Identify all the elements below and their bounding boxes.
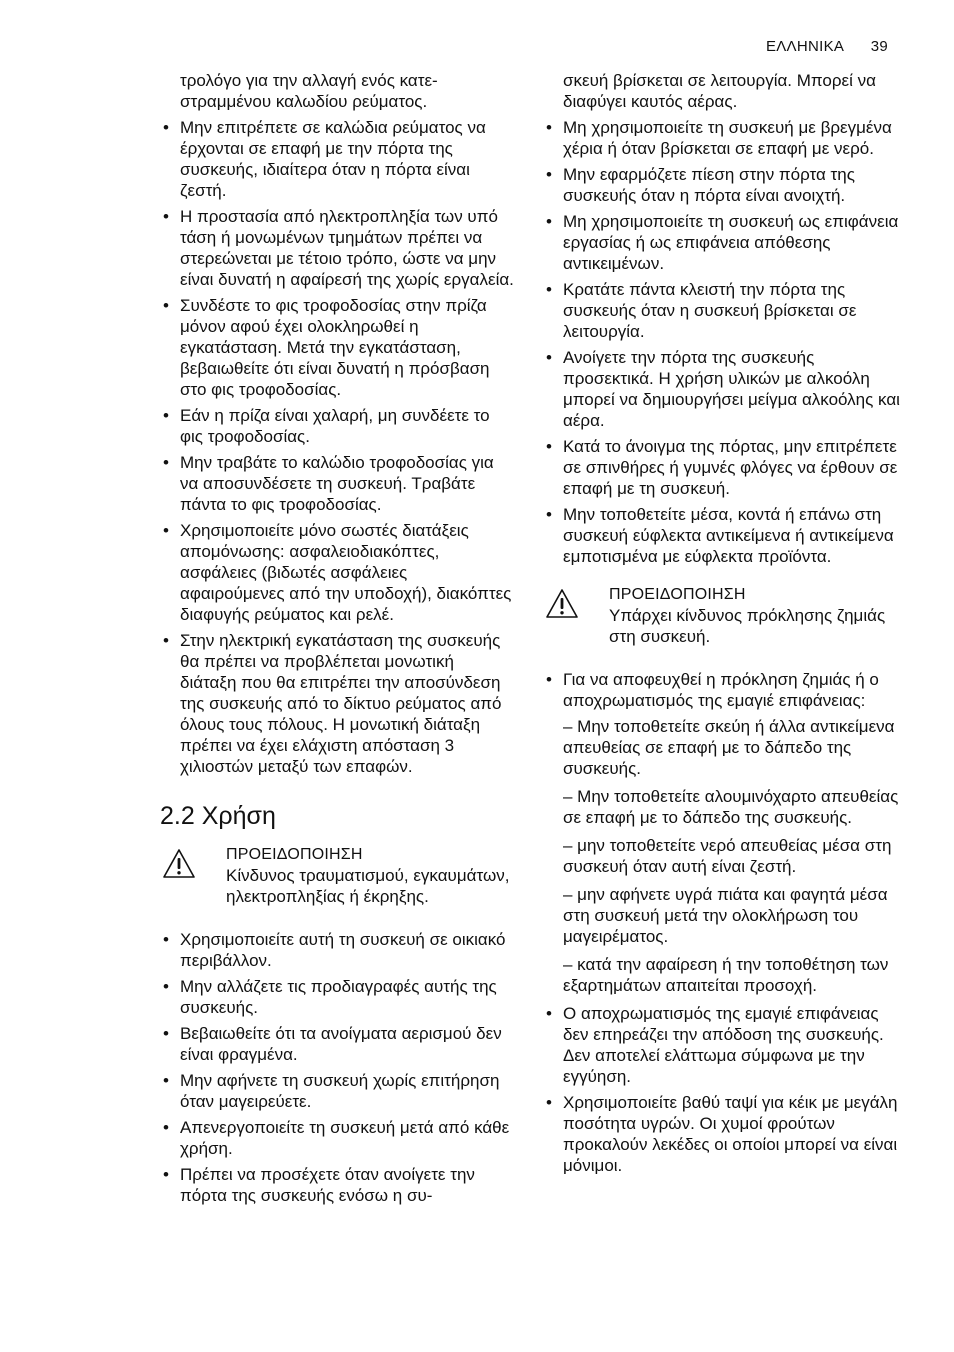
warning-title: ΠΡΟΕΙΔΟΠΟΙΗΣΗ [609,586,746,603]
section-title: Χρήση [201,802,276,830]
sub-item: – Μην τοποθετείτε σκεύη ή άλλα αντικείμενα απευθείας σε επαφή με το δάπεδο της συσκευής. [563,717,895,778]
language-label: ΕΛΛΗΝΙΚΑ [765,38,845,55]
section-heading [160,801,515,831]
sub-item: – κατά την αφαίρεση ή την τοποθέτηση των εξαρτημάτων απαιτείται προσοχή. [563,955,889,995]
list-item: • Ανοίγετε την πόρτα της συσκευής προσεκτικά. Η χρήση υλικών με αλκοόλη μπορεί να δημιουργήσει μείγμα αλκοόλης και αέρα. [546,348,900,430]
list-item: • Για να αποφευχθεί η πρόκληση ζημιάς ή ο αποχρωματισμός της εμαγιέ επιφάνειας: [546,670,879,710]
safety-list-door [543,117,903,567]
continued-paragraph: τρολόγο για την αλλαγή ενός κατε-στραμμένου καλωδίου ρεύματος. [180,71,438,111]
section-number: 2.2 [160,802,195,830]
list-item: • Κατά το άνοιγμα της πόρτας, μην επιτρέπετε σε σπινθήρες ή γυμνές φλόγες να έρθουν σε επαφή με τη συσκευή. [546,437,898,498]
right-column [543,70,903,1181]
sub-item: – Μην τοποθετείτε αλουμινόχαρτο απευθείας σε επαφή με το δάπεδο της συσκευής. [563,787,899,827]
list-item: • Πρέπει να προσέχετε όταν ανοίγετε την πόρτα της συσκευής ενόσω η συ- [163,1165,475,1205]
list-item: • Βεβαιωθείτε ότι τα ανοίγματα αερισμού δεν είναι φραγμένα. [163,1024,502,1064]
warning-text: Κίνδυνος τραυματισμού, εγκαυμάτων, ηλεκτροπληξίας ή έκρηξης. [226,866,510,906]
list-item: • Χρησιμοποιείτε βαθύ ταψί για κέικ με μεγάλη ποσότητα υγρών. Οι χυμοί φρούτων προκαλούν λεκέδες οι οποίοι μπορεί να είναι μόνιμοι. [546,1093,898,1175]
list-item: • Μην αφήνετε τη συσκευή χωρίς επιτήρηση όταν μαγειρεύετε. [163,1071,500,1111]
list-item: • Χρησιμοποιείτε μόνο σωστές διατάξεις απομόνωσης: ασφαλειοδιακόπτες, ασφάλειες (βιδωτές ασφάλειες αφαιρούμενες από την υποδοχή), διακόπτες διαφυγής ρεύματος και ρελέ. [163,521,512,624]
list-item: • Συνδέστε το φις τροφοδοσίας στην πρίζα μόνον αφού έχει ολοκληρωθεί η εγκατάσταση. Μετά την εγκατάσταση, βεβαιωθείτε ότι είναι δυνατή η πρόσβαση στο φις τροφοδοσίας. [163,296,490,399]
list-item: • Μην επιτρέπετε σε καλώδια ρεύματος να έρχονται σε επαφή με την πόρτα της συσκευής, ιδιαίτερα όταν η πόρτα είναι ζεστή. [163,118,486,200]
warning-title: ΠΡΟΕΙΔΟΠΟΙΗΣΗ [226,846,363,863]
page-header [766,38,888,55]
list-item: • Εάν η πρίζα είναι χαλαρή, μη συνδέετε το φις τροφοδοσίας. [163,406,490,446]
warning-box [543,585,903,647]
safety-list-enamel [543,669,903,711]
list-item: • Απενεργοποιείτε τη συσκευή μετά από κάθε χρήση. [163,1118,510,1158]
list-item: • Κρατάτε πάντα κλειστή την πόρτα της συσκευής όταν η συσκευή βρίσκεται σε λειτουργία. [546,280,857,341]
left-column [160,70,515,1211]
list-item: • Μη χρησιμοποιείτε τη συσκευή με βρεγμένα χέρια ή όταν βρίσκεται σε επαφή με νερό. [546,118,892,158]
continued-paragraph: σκευή βρίσκεται σε λειτουργία. Μπορεί να διαφύγει καυτός αέρας. [563,71,876,111]
list-item: • Μην αλλάζετε τις προδιαγραφές αυτής της συσκευής. [163,977,497,1017]
warning-triangle-icon [162,848,196,879]
safety-list-electrical [160,117,515,777]
list-item: • Στην ηλεκτρική εγκατάσταση της συσκευής θα πρέπει να προβλέπεται μονωτική διάταξη που θα επιτρέπει την αποσύνδεση της συσκευής από το δίκτυο ρεύματος από όλους τους πόλους. Η μονωτική διάταξη πρέπει να έχει ελάχιστη απόσταση 3 χιλιοστών μεταξύ των επαφών. [163,631,502,776]
safety-list-final [543,1003,903,1176]
warning-box [160,845,515,907]
list-item: • Χρησιμοποιείτε αυτή τη συσκευή σε οικιακό περιβάλλον. [163,930,506,970]
warning-triangle-icon [545,588,579,619]
sub-item: – μην αφήνετε υγρά πιάτα και φαγητά μέσα στη συσκευή μετά την ολοκλήρωση του μαγειρέματος. [563,885,888,946]
list-item: • Μην τοποθετείτε μέσα, κοντά ή επάνω στη συσκευή εύφλεκτα αντικείμενα ή αντικείμενα εμποτισμένα με εύφλεκτα προϊόντα. [546,505,894,566]
sub-item: – μην τοποθετείτε νερό απευθείας μέσα στη συσκευή όταν αυτή είναι ζεστή. [563,836,892,876]
page-number: 39 [870,38,888,55]
warning-text: Υπάρχει κίνδυνος πρόκλησης ζημιάς στη συσκευή. [609,606,886,646]
safety-list-use [160,929,515,1206]
list-item: • Μην τραβάτε το καλώδιο τροφοδοσίας για να αποσυνδέσετε τη συσκευή. Τραβάτε πάντα το φις τροφοδοσίας. [163,453,494,514]
list-item: • Ο αποχρωματισμός της εμαγιέ επιφάνειας δεν επηρεάζει την απόδοση της συσκευής. Δεν αποτελεί ελάττωμα σύμφωνα με την εγγύηση. [546,1004,884,1086]
list-item: • Μην εφαρμόζετε πίεση στην πόρτα της συσκευής όταν η πόρτα είναι ανοιχτή. [546,165,855,205]
list-item: • Μη χρησιμοποιείτε τη συσκευή ως επιφάνεια εργασίας ή ως επιφάνεια απόθεσης αντικειμένων. [546,212,899,273]
list-item: • Η προστασία από ηλεκτροπληξία των υπό τάση ή μονωμένων τμημάτων πρέπει να στερεώνεται με τέτοιο τρόπο, ώστε να μην είναι δυνατή η αφαίρεσή της χωρίς εργαλεία. [163,207,514,289]
